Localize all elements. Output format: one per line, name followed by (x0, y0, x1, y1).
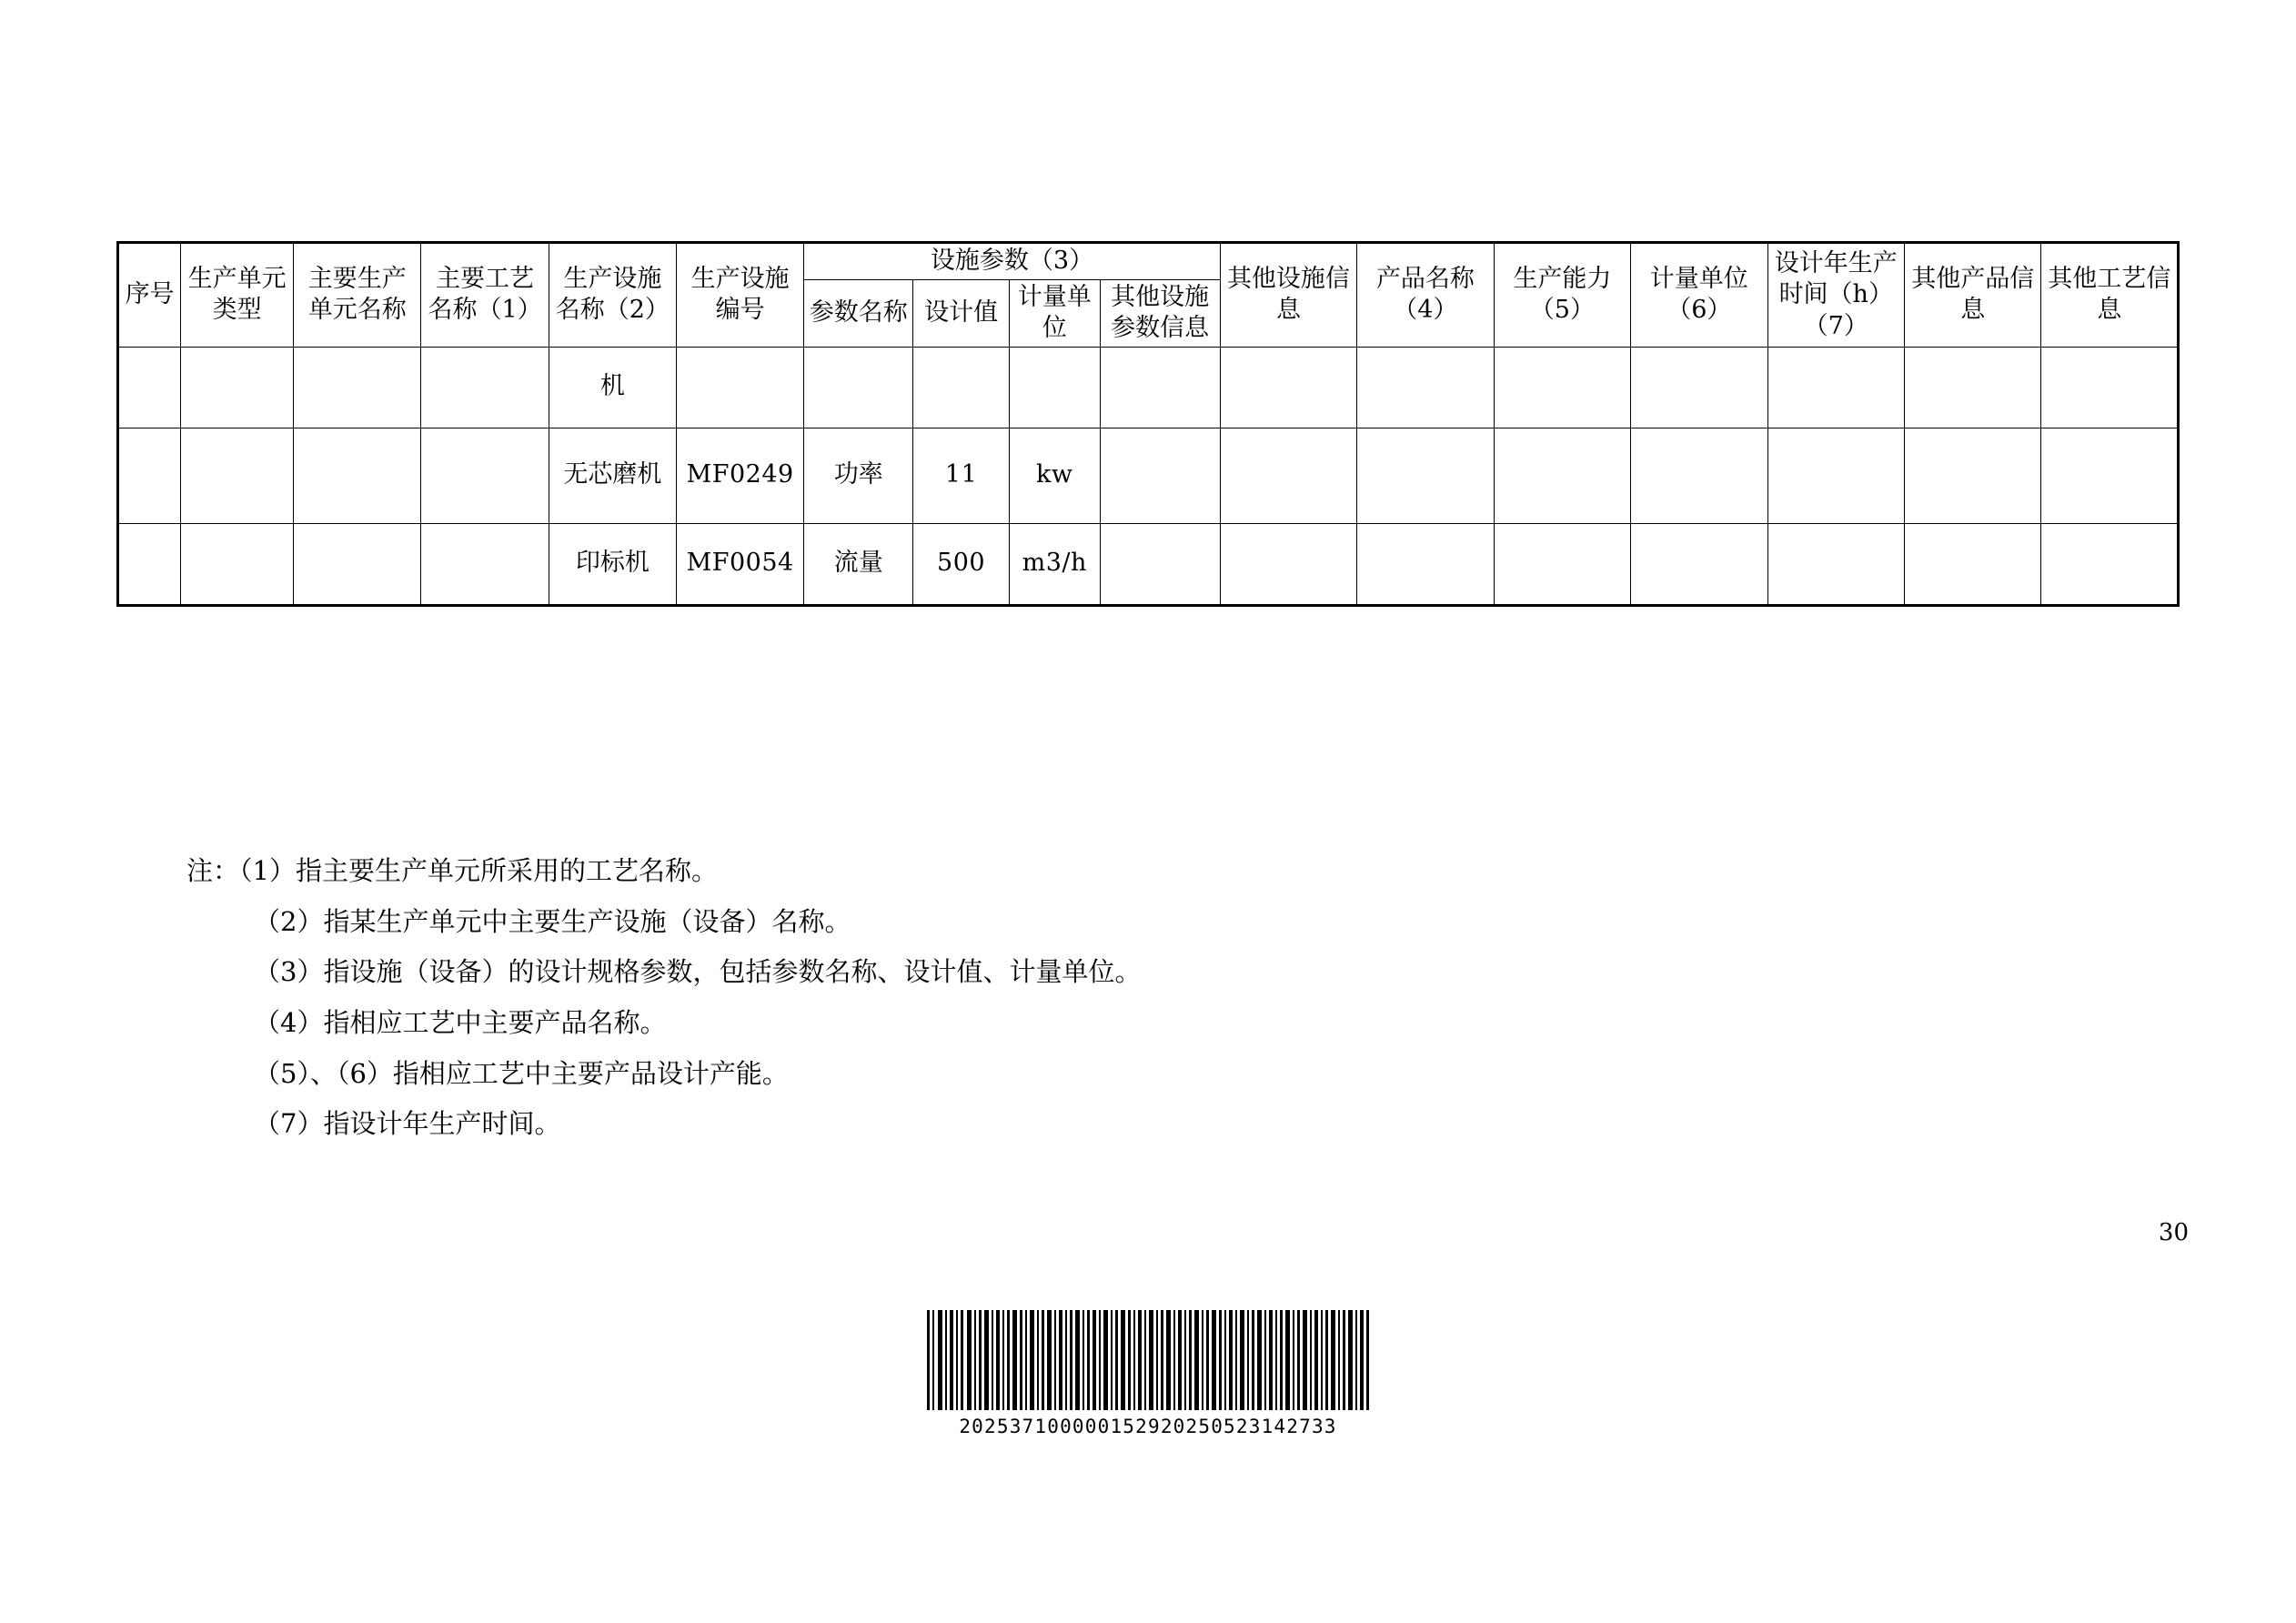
cell-production-capacity (1494, 428, 1630, 523)
table-row (118, 347, 2179, 428)
cell-design-annual-time (1767, 347, 1904, 428)
cell-capacity-unit (1631, 428, 1767, 523)
header-design-annual-time: 设计年生产时间（h）（7） (1767, 243, 1904, 348)
cell-design-value (913, 347, 1010, 428)
cell-seq (118, 428, 181, 523)
table-row (118, 523, 2179, 605)
cell-design-value: 11 (913, 428, 1010, 523)
cell-seq (118, 347, 181, 428)
cell-main-unit-name (294, 347, 421, 428)
table-notes (186, 846, 2097, 1150)
header-measure-unit: 计量单位 (1009, 279, 1100, 347)
header-facility-code: 生产设施编号 (676, 243, 803, 348)
cell-facility-name: 无芯磨机 (549, 428, 676, 523)
barcode-block (921, 1310, 1375, 1437)
cell-facility-code: MF0249 (676, 428, 803, 523)
cell-other-product-info (1904, 428, 2040, 523)
cell-product-name (1357, 347, 1494, 428)
cell-other-param-info (1100, 428, 1220, 523)
header-main-process-name: 主要工艺名称（1） (421, 243, 549, 348)
cell-unit-type (181, 523, 294, 605)
header-facility-params-group: 设施参数（3） (804, 243, 1220, 280)
header-other-facility-info: 其他设施信息 (1220, 243, 1356, 348)
barcode-number: 202537100000152920250523142733 (959, 1416, 1337, 1437)
table-header-row-1 (118, 243, 2179, 280)
cell-design-annual-time (1767, 523, 1904, 605)
cell-other-process-info (2041, 523, 2179, 605)
cell-seq (118, 523, 181, 605)
note-item-1: （1）指主要生产单元所采用的工艺名称。 (239, 855, 718, 886)
note-line: （2）指某生产单元中主要生产设施（设备）名称。 (254, 905, 851, 937)
cell-facility-code (676, 347, 803, 428)
cell-param-name: 功率 (804, 428, 913, 523)
note-line (186, 846, 2097, 897)
notes-label: 注： (186, 855, 240, 886)
cell-other-param-info (1100, 523, 1220, 605)
header-capacity-unit: 计量单位（6） (1631, 243, 1767, 348)
header-unit-type: 生产单元类型 (181, 243, 294, 348)
cell-other-param-info (1100, 347, 1220, 428)
header-product-name: 产品名称（4） (1357, 243, 1494, 348)
cell-main-process-name (421, 523, 549, 605)
cell-main-unit-name (294, 523, 421, 605)
cell-other-facility-info (1220, 347, 1356, 428)
cell-product-name (1357, 523, 1494, 605)
production-facility-table (116, 241, 2180, 607)
cell-measure-unit: m3/h (1009, 523, 1100, 605)
header-design-value: 设计值 (913, 279, 1010, 347)
cell-production-capacity (1494, 347, 1630, 428)
header-seq: 序号 (118, 243, 181, 348)
cell-facility-name: 机 (549, 347, 676, 428)
header-production-capacity: 生产能力（5） (1494, 243, 1630, 348)
cell-unit-type (181, 428, 294, 523)
cell-measure-unit (1009, 347, 1100, 428)
cell-other-facility-info (1220, 523, 1356, 605)
cell-unit-type (181, 347, 294, 428)
cell-production-capacity (1494, 523, 1630, 605)
cell-main-process-name (421, 347, 549, 428)
header-other-product-info: 其他产品信息 (1904, 243, 2040, 348)
cell-other-process-info (2041, 428, 2179, 523)
page-number: 30 (2158, 1219, 2189, 1246)
note-line: （4）指相应工艺中主要产品名称。 (254, 1007, 667, 1039)
cell-facility-code: MF0054 (676, 523, 803, 605)
cell-facility-name: 印标机 (549, 523, 676, 605)
cell-other-facility-info (1220, 428, 1356, 523)
cell-param-name: 流量 (804, 523, 913, 605)
cell-capacity-unit (1631, 523, 1767, 605)
barcode-image (925, 1310, 1371, 1410)
header-other-process-info: 其他工艺信息 (2041, 243, 2179, 348)
cell-other-product-info (1904, 347, 2040, 428)
cell-other-process-info (2041, 347, 2179, 428)
cell-capacity-unit (1631, 347, 1767, 428)
cell-param-name (804, 347, 913, 428)
cell-other-product-info (1904, 523, 2040, 605)
header-param-name: 参数名称 (804, 279, 913, 347)
header-facility-name: 生产设施名称（2） (549, 243, 676, 348)
production-facility-table-wrapper (116, 241, 2180, 607)
cell-product-name (1357, 428, 1494, 523)
header-main-unit-name: 主要生产单元名称 (294, 243, 421, 348)
cell-main-unit-name (294, 428, 421, 523)
cell-main-process-name (421, 428, 549, 523)
note-line: （7）指设计年生产时间。 (254, 1108, 561, 1140)
note-line: （5）、（6）指相应工艺中主要产品设计产能。 (254, 1057, 789, 1089)
cell-measure-unit: kw (1009, 428, 1100, 523)
header-other-param-info: 其他设施参数信息 (1100, 279, 1220, 347)
note-line: （3）指设施（设备）的设计规格参数，包括参数名称、设计值、计量单位。 (254, 956, 1142, 988)
cell-design-annual-time (1767, 428, 1904, 523)
table-row (118, 428, 2179, 523)
cell-design-value: 500 (913, 523, 1010, 605)
